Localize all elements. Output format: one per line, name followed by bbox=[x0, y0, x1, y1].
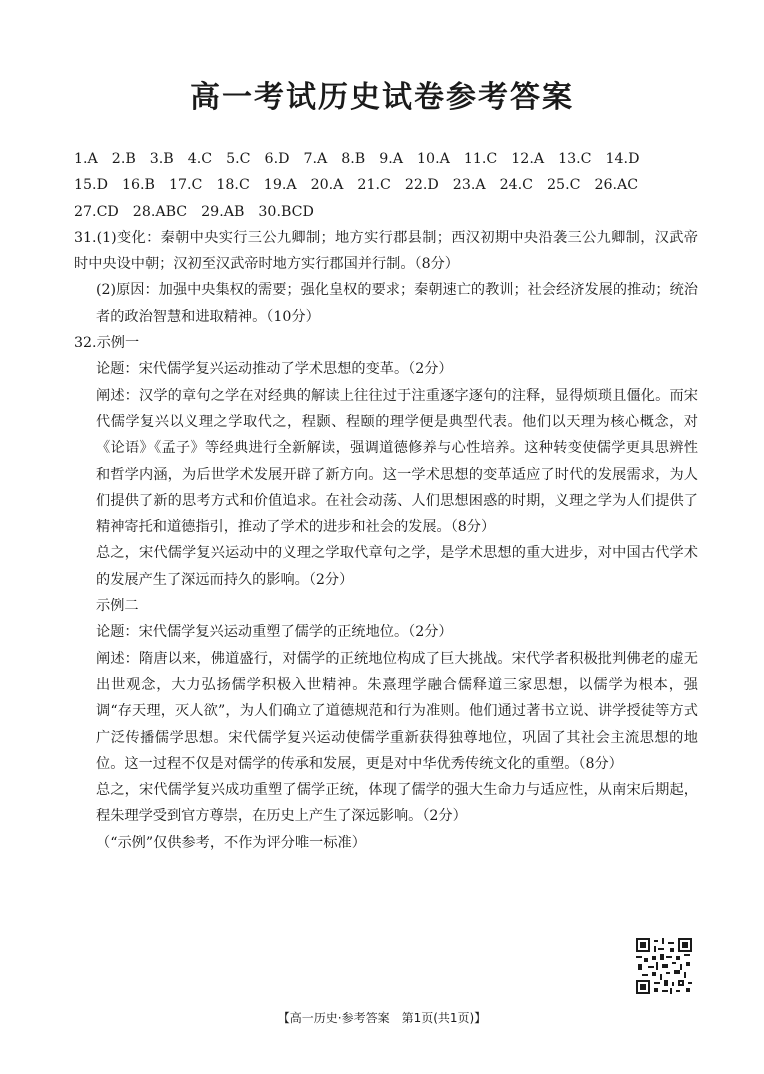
answer-item: 10.A bbox=[417, 151, 450, 167]
q32-note: （“示例”仅供参考，不作为评分唯一标准） bbox=[96, 834, 366, 851]
q32-example2-topic: 论题：宋代儒学复兴运动重塑了儒学的正统地位。（2分） bbox=[96, 624, 453, 641]
answer-item: 22.D bbox=[404, 177, 439, 194]
q32-example2-summary: 总之，宋代儒学复兴成功重塑了儒学正统，体现了儒学的强大生命力与适应性，从南宋后期起，程朱理学受到官方尊崇，在历史上产生了深远影响。（2分） bbox=[96, 782, 698, 825]
q32-example1-summary: 总之，宋代儒学复兴运动中的义理之学取代章句之学，是学术思想的重大进步，对中国古代学术的发展产生了深远而持久的影响。（2分） bbox=[96, 545, 698, 588]
page-footer: 【高一历史·参考答案 第1页(共1页)】 bbox=[277, 1011, 487, 1025]
q32-heading: 32.示例一 bbox=[74, 335, 140, 352]
q32-example2-heading: 示例二 bbox=[96, 598, 139, 615]
multiple-choice-answers bbox=[74, 146, 698, 225]
answer-item: 9.A bbox=[379, 151, 404, 167]
answer-item: 18.C bbox=[216, 177, 250, 194]
answer-row bbox=[74, 172, 698, 198]
answer-item: 13.C bbox=[558, 151, 592, 167]
answer-item: 24.C bbox=[499, 177, 534, 194]
answer-item: 6.D bbox=[264, 151, 290, 167]
answer-item: 14.D bbox=[605, 151, 640, 167]
answer-item: 29.AB bbox=[201, 203, 245, 220]
answer-item: 8.B bbox=[341, 151, 366, 167]
answer-item: 3.B bbox=[149, 151, 174, 167]
q31-part1: 31.(1)变化：秦朝中央实行三公九卿制；地方实行郡县制；西汉初期中央沿袭三公九卿制，汉武帝时中央设中朝；汉初至汉武帝时地方实行郡国并行制。（8分） bbox=[74, 229, 698, 273]
q32-example2-body: 阐述：隋唐以来，佛道盛行，对儒学的正统地位构成了巨大挑战。宋代学者积极批判佛老的虚无出世观念，大力弘扬儒学积极入世精神。朱熹理学融合儒释道三家思想，以儒学为根本，强调“存天理，灭人欲”，为人们确立了道德规范和行为准则。他们通过著书立说、讲学授徒等方式广泛传播儒学思想。宋代儒学复兴运动使儒学重新获得独尊地位，巩固了其社会主流思想的地位。这一过程不仅是对儒学的传承和发展，更是对中华优秀传统文化的重塑。（8分） bbox=[96, 650, 698, 772]
answer-item: 23.A bbox=[452, 177, 486, 194]
qr-code-icon bbox=[636, 938, 692, 994]
answer-item: 1.A bbox=[74, 151, 98, 167]
q32-example1-topic: 论题：宋代儒学复兴运动推动了学术思想的变革。（2分） bbox=[96, 361, 453, 378]
answer-item: 26.AC bbox=[594, 177, 639, 194]
answer-item: 7.A bbox=[303, 151, 328, 167]
answer-item: 20.A bbox=[310, 177, 344, 194]
answer-item: 17.C bbox=[168, 177, 203, 194]
answer-item: 5.C bbox=[226, 151, 251, 167]
answer-item: 27.CD bbox=[74, 203, 119, 220]
answer-content bbox=[74, 146, 698, 856]
answer-item: 28.ABC bbox=[132, 203, 188, 220]
page-title: 高一考试历史试卷参考答案 bbox=[190, 80, 574, 115]
answer-item: 19.A bbox=[263, 177, 297, 194]
q32-example1-body: 阐述：汉学的章句之学在对经典的解读上往往过于注重逐字逐句的注释，显得烦琐且僵化。而宋代儒学复兴以义理之学取代之，程颢、程颐的理学便是典型代表。他们以天理为核心概念，对《论语》《孟子》等经典进行全新解读，强调道德修养与心性培养。这种转变使儒学更具思辨性和哲学内涵，为后世学术发展开辟了新方向。这一学术思想的变革适应了时代的发展需求，为人们提供了新的思考方式和价值追求。在社会动荡、人们思想困惑的时期，义理之学为人们提供了精神寄托和道德指引，推动了学术的进步和社会的发展。（8分） bbox=[96, 387, 698, 536]
answer-item: 4.C bbox=[187, 151, 213, 167]
answer-item: 2.B bbox=[111, 151, 136, 167]
answer-item: 21.C bbox=[357, 177, 391, 194]
answer-item: 11.C bbox=[463, 151, 498, 167]
answer-item: 16.B bbox=[121, 177, 155, 194]
answer-row bbox=[74, 199, 698, 225]
answer-item: 25.C bbox=[547, 177, 581, 194]
answer-row bbox=[74, 146, 698, 172]
q31-part2: (2)原因：加强中央集权的需要；强化皇权的要求；秦朝速亡的教训；社会经济发展的推动；统治者的政治智慧和进取精神。（10分） bbox=[96, 282, 698, 325]
answer-item: 12.A bbox=[511, 151, 545, 167]
answer-item: 30.BCD bbox=[258, 203, 314, 220]
answer-item: 15.D bbox=[74, 177, 108, 194]
